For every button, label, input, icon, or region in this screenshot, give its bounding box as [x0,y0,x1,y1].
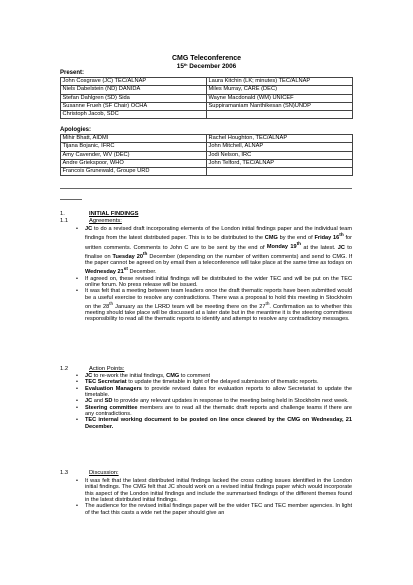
subsection-title: Action Points: [89,366,125,372]
table-cell: Tijana Bojanic, IFRC [61,143,207,151]
subsection-number: 1.2 [60,366,69,372]
table-cell: Amy Cavender, WV (DEC) [61,151,207,159]
meeting-date [0,63,413,70]
table-cell: Miles Murray, CARE (DEC) [207,86,353,94]
list-item: • The audience for the revised initial findings paper will be the wider TEC and TEC member agencies. In light of the fact this casts a wide net the paper should give an [76,503,352,516]
table-row [61,143,353,151]
table-row [61,111,353,119]
table-cell: Niels Dabelstein (ND) DANIDA [61,86,207,94]
date-rest: December 2006 [187,63,237,70]
table-cell: John Telford, TEC/ALNAP [207,159,353,167]
list-item: • JC to do a revised draft incorporating elements of the London initial findings paper and the individual team findings from the latest distributed paper. This is to be distributed to the CMG by the end of Friday 16th for written comments. Comments to John C are to be sent by the end of Monday 19th at the latest. JC to finalise on Tuesday 20th December (depending on the number of written comments) and send to CMG. If the paper cannot be agreed on by email then a teleconference will take place at the same time as todays on Wednesday 21st December. [76,226,352,276]
agreements-list [76,226,352,323]
table-row [61,135,353,143]
list-item: • JC and SD to provide any relevant updates in response to the meeting being held in Stockholm next week. [76,398,349,405]
list-item: • TEC Secretariat to update the timetable in light of the delayed submission of thematic reports. [76,379,319,386]
table-cell: Stefan Dahlgren (SD) Sida [61,94,207,102]
table-row [61,78,353,86]
apologies-table [60,134,353,176]
date-day: 15 [176,63,184,70]
table-row [61,102,353,110]
list-item: • Steering committee members are to read all the thematic draft reports and challenge teams if there are any contradictions. [76,404,352,418]
separator-line-short [60,199,82,200]
separator-line [60,188,352,189]
table-cell: Rachel Houghton, TEC/ALNAP [207,135,353,143]
table-cell: Susanne Frueh (SF Chair) OCHA [61,102,207,110]
table-cell: Jodi Nelson, IRC [207,151,353,159]
list-item: • It was felt that the latest distributed initial findings lacked the cross cutting issues identified in the London initial findings. The CMG felt that JC should work on a revised initial findings paper which would incorporate this aspect of the London initial findings and include the summarised findings of the different themes found in the latest distributed initial findings. [76,478,352,504]
subsection-number: 1.1 [60,218,69,224]
date-suffix: th [183,63,188,67]
list-item: • If agreed on, these revised initial findings will be distributed to the wider TEC and will be put on the TEC online forum. No press release will be issued. [76,275,352,288]
table-row [61,168,353,176]
present-label: Present: [60,70,85,76]
list-item: • It was felt that a meeting between team leaders once the draft thematic reports have been submitted would be a useful exercise to resolve any contradictions. There was a proposal to hold this meeting in Stockholm on the 28th January as the LRRD team will be meeting there on the 27th. Confirmation as to whether this meeting should take place will be discussed at a later date but in the meantime it is the steering committees responsibility to read all the thematic reports to identify and attempt to resolve any contradictory messages. [76,288,352,323]
table-cell: Laura Kitchin (LK; minutes) TEC/ALNAP [207,78,353,86]
section-number: 1. [60,211,65,217]
subsection-number: 1.3 [60,470,69,476]
list-item: • Evaluation Managers to provide revised dates for evaluation reports to allow Secretariat to update the timetable. [76,385,352,399]
present-table [60,77,353,119]
list-item: • JC to re-work the initial findings, CMG to comment [76,373,210,379]
subsection-title: Agreements: [89,218,122,224]
table-cell: Mihir Bhatt, AIDMI [61,135,207,143]
document-title: CMG Teleconference [171,55,242,62]
action-points-list [76,373,352,430]
table-cell [207,111,353,119]
table-cell: Suppiramaniam Nanthikesan (SN)UNDP [207,102,353,110]
table-row [61,151,353,159]
section-title: INITIAL FINDINGS [89,211,139,217]
list-item: • TEC internal working document to be posted on line once cleared by the CMG on Wednesday, 21 December. [76,417,352,430]
table-cell: Francois Grunewald, Groupe URD [61,168,207,176]
discussion-list [76,478,352,516]
table-cell [207,168,353,176]
table-cell: John Cosgrave (JC) TEC/ALNAP [61,78,207,86]
apologies-label: Apologies: [60,127,91,133]
table-cell: Wayne Macdonald (WM) UNICEF [207,94,353,102]
table-cell: John Mitchell, ALNAP [207,143,353,151]
subsection-title: Discussion: [89,470,119,476]
table-row [61,86,353,94]
table-cell: Christoph Jacob, SDC [61,111,207,119]
table-row [61,159,353,167]
table-cell: Andre Griekspoor, WHO [61,159,207,167]
table-row [61,94,353,102]
